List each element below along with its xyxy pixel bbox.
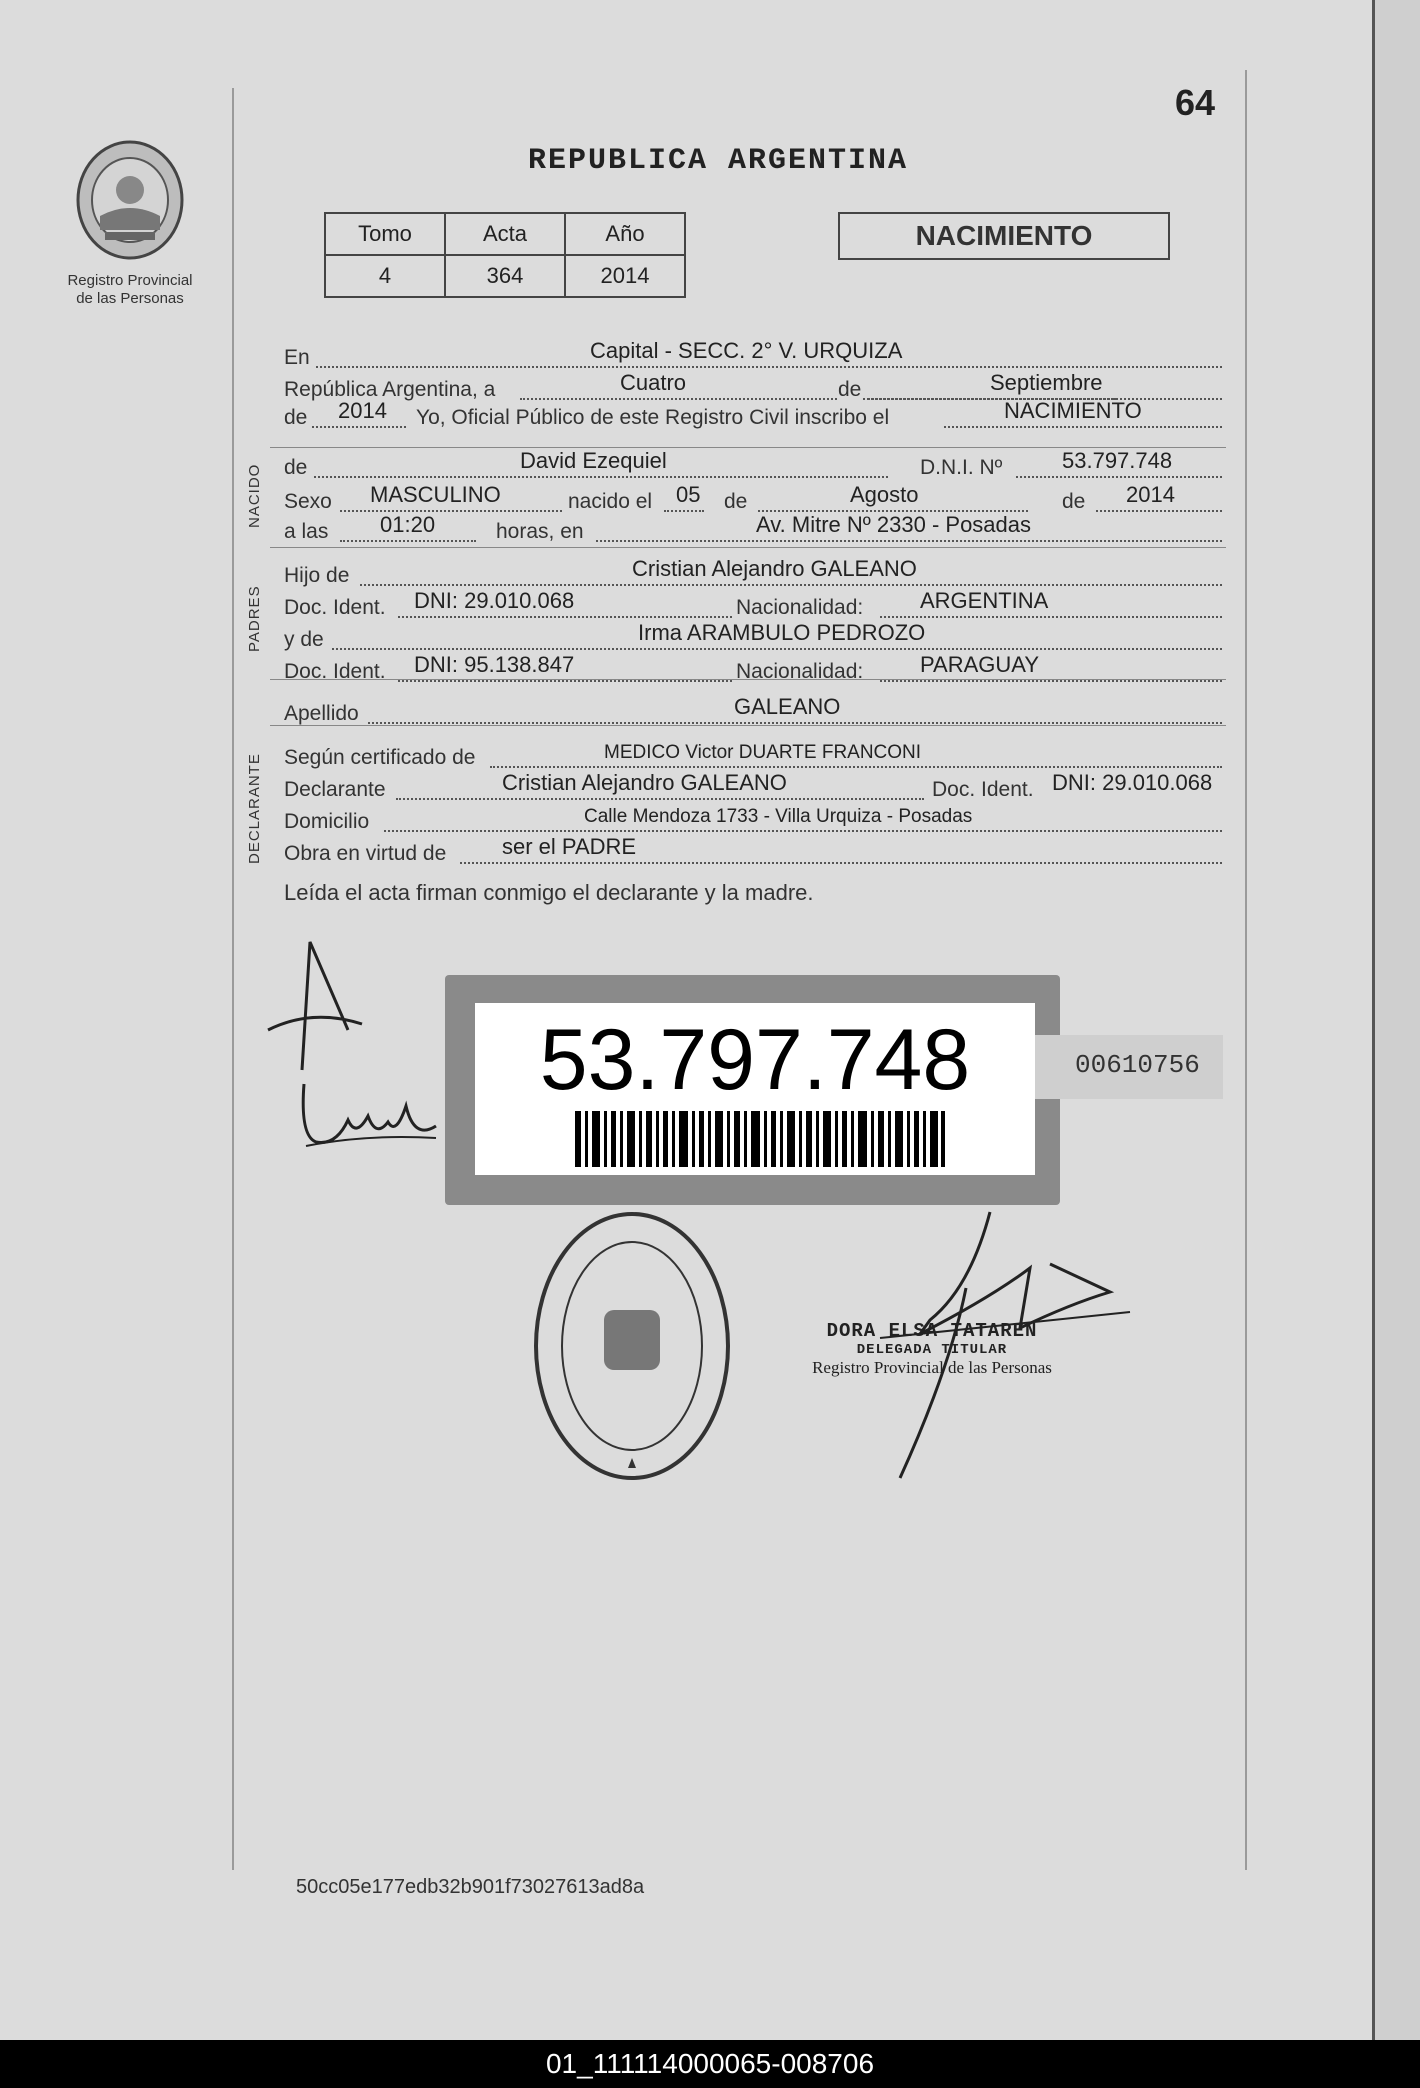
official-signature-block: [797, 1320, 1067, 1378]
footer-id-bar: 01_111114000065-008706: [0, 2040, 1420, 2088]
section-label-declarante: DECLARANTE: [246, 753, 263, 864]
closing-text: Leída el acta firman conmigo el declarante y la madre.: [284, 880, 814, 905]
value-nacido-dia: 05: [676, 482, 701, 507]
label-sexo: Sexo: [284, 490, 332, 513]
label-declarante: Declarante: [284, 778, 386, 801]
label-nacido-de2: de: [1062, 490, 1086, 513]
label-apellido: Apellido: [284, 702, 359, 725]
section-divider: [270, 547, 1226, 548]
value-obra: ser el PADRE: [502, 834, 637, 859]
label-dni: D.N.I. Nº: [920, 456, 1003, 479]
registry-caption-line2: de las Personas: [76, 290, 184, 307]
registry-caption-line1: Registro Provincial: [67, 272, 193, 289]
mother-signature-icon: [296, 1076, 446, 1156]
label-domicilio: Domicilio: [284, 810, 370, 833]
label-anio-prefix: de: [284, 406, 308, 429]
value-anio: 2014: [338, 398, 387, 423]
value-certificado: MEDICO Victor DUARTE FRANCONI: [604, 742, 922, 763]
value-dia: Cuatro: [620, 370, 687, 395]
page-number: 64: [1175, 82, 1216, 123]
page-edge: [1372, 0, 1420, 2040]
section-label-padres: PADRES: [246, 585, 263, 652]
value-dni: 53.797.748: [1062, 448, 1173, 473]
value-hora: 01:20: [380, 512, 436, 537]
field-row-certificado: [284, 742, 1224, 772]
field-row-declarante: [284, 770, 1224, 804]
value-nacido-anio: 2014: [1126, 482, 1175, 507]
field-row-padre: [284, 556, 1224, 590]
label-hijo: Hijo de: [284, 564, 350, 587]
right-margin-line: [1245, 70, 1247, 1870]
document-hash: 50cc05e177edb32b901f73027613ad8a: [296, 1876, 645, 1898]
label-yde: y de: [284, 628, 324, 651]
label-decl-doc: Doc. Ident.: [932, 778, 1034, 801]
field-row-apellido: [284, 694, 1224, 728]
dni-sticker: [445, 975, 1060, 1205]
value-apellido: GALEANO: [734, 694, 841, 719]
official-role: DELEGADA TITULAR: [856, 1342, 1008, 1358]
label-horas: horas, en: [496, 520, 584, 543]
field-row-nombre: [284, 448, 1224, 482]
serial-number: 00610756: [1075, 1050, 1200, 1080]
value-padre: Cristian Alejandro GALEANO: [632, 556, 917, 581]
value-madre: Irma ARAMBULO PEDROZO: [638, 620, 926, 645]
value-lugar: Av. Mitre Nº 2330 - Posadas: [756, 512, 1032, 537]
label-de-mes: de: [838, 378, 862, 401]
left-margin-line: [232, 88, 234, 1870]
registry-caption: [50, 272, 210, 308]
value-nombre: David Ezequiel: [520, 448, 667, 473]
table-header-anio: Año: [565, 213, 685, 255]
declarant-signature-icon: [262, 938, 372, 1078]
table-value-acta: 364: [445, 255, 565, 297]
value-doc2: DNI: 95.138.847: [414, 652, 575, 677]
registry-stamp-icon: [532, 1210, 732, 1482]
record-table: [324, 212, 686, 298]
barcode-icon: [575, 1111, 945, 1167]
value-domicilio: Calle Mendoza 1733 - Villa Urquiza - Posadas: [584, 806, 973, 827]
field-row-inscripcion: [284, 398, 1224, 432]
field-row-domicilio: [284, 806, 1224, 836]
field-row-madre: [284, 620, 1224, 654]
label-nacido: nacido el: [568, 490, 653, 513]
field-row-doc-padre: [284, 588, 1224, 622]
value-inscribo: NACIMIENTO: [1004, 398, 1142, 423]
label-obra: Obra en virtud de: [284, 842, 447, 865]
field-row-en: [284, 338, 1224, 372]
dni-sticker-inner: [475, 1003, 1035, 1175]
record-type-box: NACIMIENTO: [838, 212, 1170, 260]
value-doc1: DNI: 29.010.068: [414, 588, 575, 613]
label-certificado: Según certificado de: [284, 746, 476, 769]
label-oficial: Yo, Oficial Público de este Registro Civil inscribo el: [416, 406, 890, 429]
label-republica: República Argentina, a: [284, 378, 496, 401]
value-nacido-mes: Agosto: [850, 482, 919, 507]
value-decl-doc: DNI: 29.010.068: [1052, 770, 1213, 795]
table-value-anio: 2014: [565, 255, 685, 297]
field-row-doc-madre: [284, 652, 1224, 686]
label-doc1: Doc. Ident.: [284, 596, 386, 619]
province-seal-icon: [70, 138, 190, 268]
value-en: Capital - SECC. 2° V. URQUIZA: [590, 338, 903, 363]
value-mes: Septiembre: [990, 370, 1103, 395]
label-de-nombre: de: [284, 456, 308, 479]
label-nac1: Nacionalidad:: [736, 596, 864, 619]
section-label-nacido: NACIDO: [246, 463, 263, 528]
label-doc2: Doc. Ident.: [284, 660, 386, 683]
value-sexo: MASCULINO: [370, 482, 501, 507]
value-nac1: ARGENTINA: [920, 588, 1049, 613]
field-row-hora: [284, 512, 1224, 546]
document-title: REPUBLICA ARGENTINA: [528, 144, 909, 178]
table-value-tomo: 4: [325, 255, 445, 297]
value-declarante: Cristian Alejandro GALEANO: [502, 770, 787, 795]
label-nacido-de1: de: [724, 490, 748, 513]
table-header-acta: Acta: [445, 213, 565, 255]
official-name: DORA ELSA TATAREN: [826, 1320, 1038, 1342]
official-registry: Registro Provincial de las Personas: [812, 1358, 1052, 1377]
field-row-obra: [284, 834, 1224, 868]
value-nac2: PARAGUAY: [920, 652, 1039, 677]
table-header-tomo: Tomo: [325, 213, 445, 255]
label-en: En: [284, 346, 310, 369]
dni-sticker-number: 53.797.748: [539, 1012, 971, 1108]
label-nac2: Nacionalidad:: [736, 660, 864, 683]
label-alas: a las: [284, 520, 329, 543]
